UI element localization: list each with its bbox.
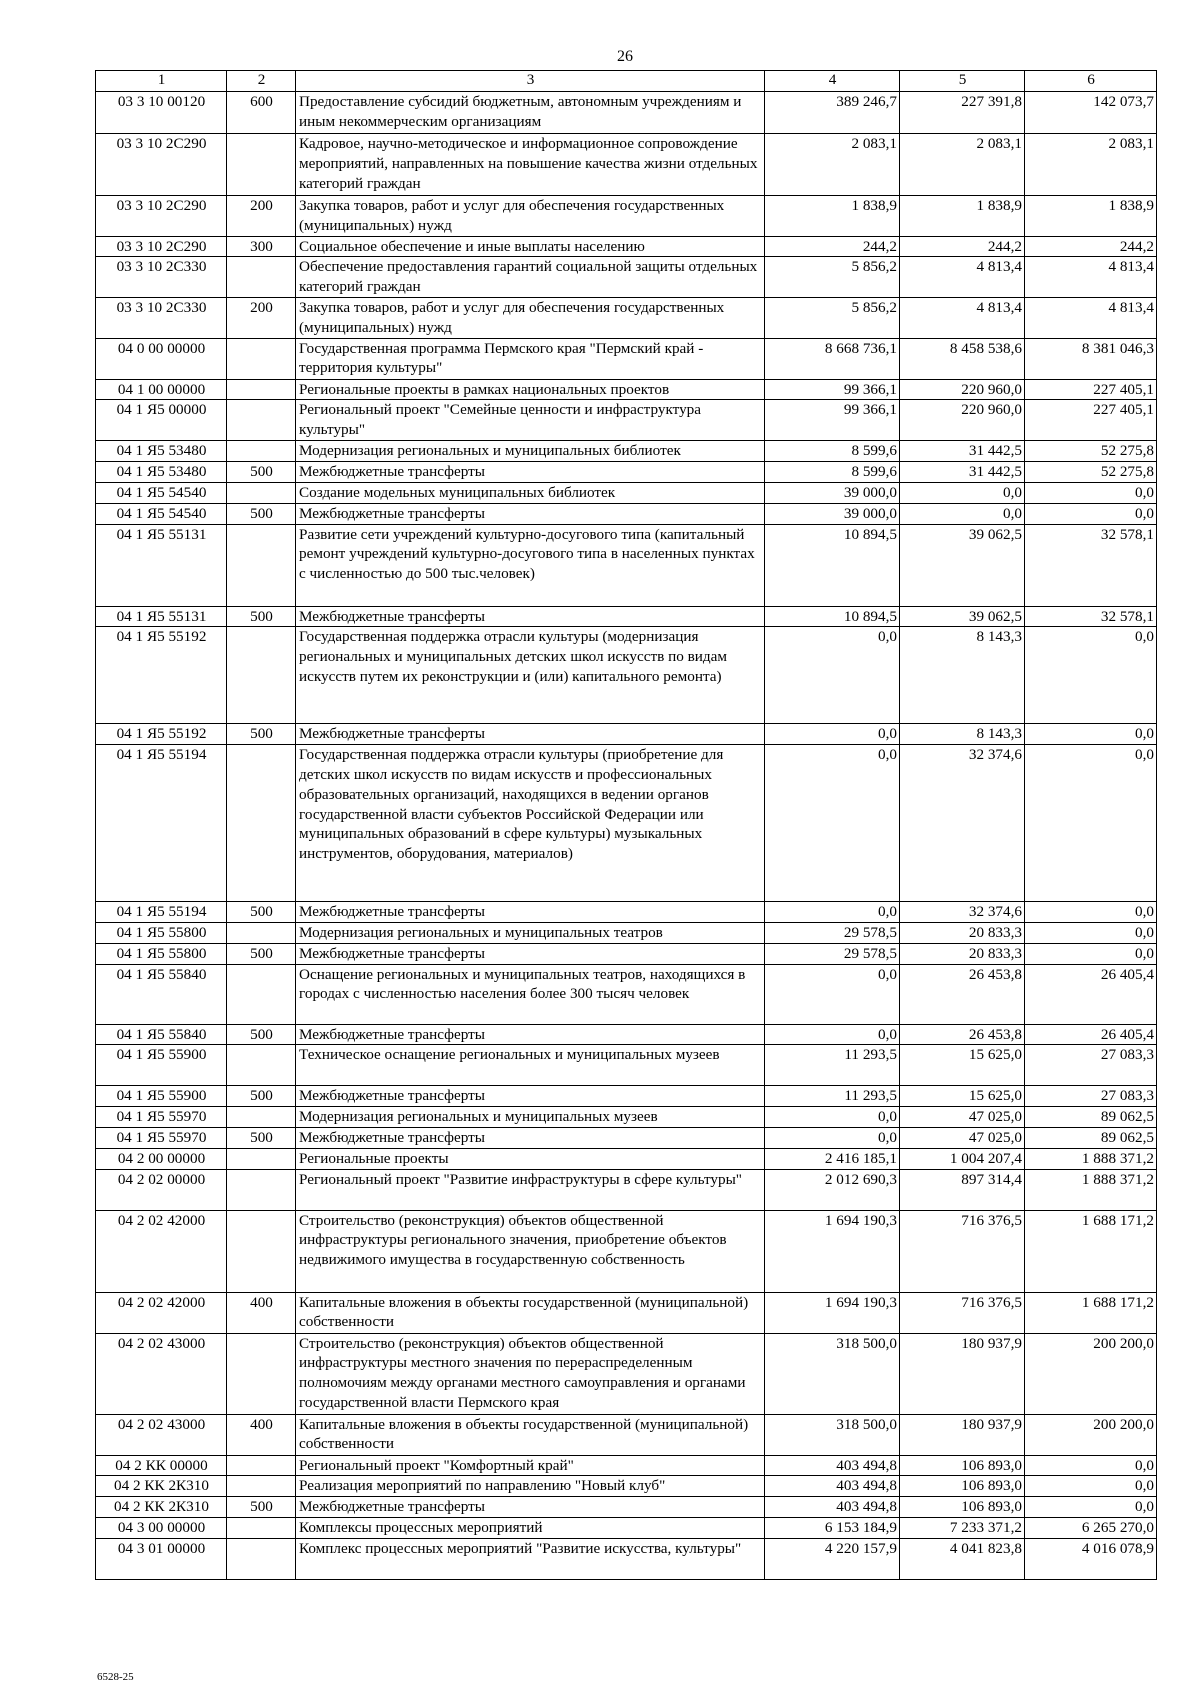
row-value-col4: 99 366,1 <box>765 400 900 441</box>
row-value-col5: 220 960,0 <box>900 379 1025 400</box>
row-code: 04 1 Я5 55900 <box>96 1086 227 1107</box>
column-header: 5 <box>900 71 1025 92</box>
row-value-col6: 1 888 371,2 <box>1025 1148 1157 1169</box>
row-value-col5: 47 025,0 <box>900 1107 1025 1128</box>
table-row <box>96 196 1157 237</box>
row-value-col6: 0,0 <box>1025 943 1157 964</box>
row-code: 04 1 Я5 55970 <box>96 1127 227 1148</box>
row-value-col4: 1 694 190,3 <box>765 1292 900 1333</box>
row-value-col5: 8 143,3 <box>900 627 1025 724</box>
row-expense-type <box>227 379 296 400</box>
table-row <box>96 1169 1157 1210</box>
table-row <box>96 1024 1157 1045</box>
row-value-col6: 244,2 <box>1025 236 1157 257</box>
row-code: 04 1 Я5 55192 <box>96 724 227 745</box>
row-value-col5: 32 374,6 <box>900 902 1025 923</box>
row-code: 04 1 Я5 55131 <box>96 606 227 627</box>
row-name: Региональный проект "Развитие инфраструктуры в сфере культуры" <box>296 1169 765 1210</box>
row-value-col5: 8 143,3 <box>900 724 1025 745</box>
row-name: Предоставление субсидий бюджетным, автономным учреждениям и иным некоммерческим организациям <box>296 92 765 134</box>
row-name: Государственная поддержка отрасли культуры (приобретение для детских школ искусств по видам искусств и профессиональных образовательных организаций, находящихся в ведении органов государственной власти субъектов Российской Федерации или муниципальных образований в сфере культуры) музыкальных инструментов, оборудования, материалов) <box>296 745 765 902</box>
row-expense-type <box>227 1107 296 1128</box>
table-row <box>96 724 1157 745</box>
row-name: Межбюджетные трансферты <box>296 1024 765 1045</box>
table-row <box>96 1476 1157 1497</box>
row-code: 04 1 Я5 53480 <box>96 462 227 483</box>
row-name: Межбюджетные трансферты <box>296 503 765 524</box>
row-expense-type: 500 <box>227 1127 296 1148</box>
row-value-col4: 99 366,1 <box>765 379 900 400</box>
row-value-col5: 31 442,5 <box>900 441 1025 462</box>
row-value-col4: 403 494,8 <box>765 1476 900 1497</box>
row-name: Строительство (реконструкция) объектов общественной инфраструктуры местного значения по перераспределенным полномочиям между органами местного самоуправления и органами государственной власти Пермского края <box>296 1333 765 1414</box>
row-name: Государственная поддержка отрасли культуры (модернизация региональных и муниципальных детских школ искусств по видам искусств путем их реконструкции и (или) капитального ремонта) <box>296 627 765 724</box>
column-header: 3 <box>296 71 765 92</box>
row-code: 04 2 02 42000 <box>96 1292 227 1333</box>
row-expense-type <box>227 134 296 196</box>
row-value-col4: 1 838,9 <box>765 196 900 237</box>
row-expense-type: 500 <box>227 1024 296 1045</box>
row-value-col6: 8 381 046,3 <box>1025 338 1157 379</box>
row-code: 04 1 Я5 55900 <box>96 1045 227 1086</box>
row-value-col5: 1 838,9 <box>900 196 1025 237</box>
row-name: Социальное обеспечение и иные выплаты населению <box>296 236 765 257</box>
row-value-col5: 8 458 538,6 <box>900 338 1025 379</box>
row-code: 04 1 Я5 55970 <box>96 1107 227 1128</box>
row-code: 04 3 00 00000 <box>96 1517 227 1538</box>
page-number: 26 <box>617 48 633 65</box>
table-row <box>96 236 1157 257</box>
table-row <box>96 379 1157 400</box>
row-value-col6: 4 813,4 <box>1025 257 1157 298</box>
row-name: Обеспечение предоставления гарантий социальной защиты отдельных категорий граждан <box>296 257 765 298</box>
row-value-col4: 1 694 190,3 <box>765 1210 900 1292</box>
row-name: Развитие сети учреждений культурно-досугового типа (капитальный ремонт учреждений культурно-досугового типа в населенных пунктах с численностью до 500 тыс.человек) <box>296 524 765 606</box>
row-code: 03 3 10 2С330 <box>96 297 227 338</box>
table-row <box>96 1148 1157 1169</box>
row-code: 04 1 Я5 55800 <box>96 943 227 964</box>
row-value-col4: 8 599,6 <box>765 441 900 462</box>
row-value-col6: 6 265 270,0 <box>1025 1517 1157 1538</box>
table-row <box>96 441 1157 462</box>
row-value-col5: 0,0 <box>900 503 1025 524</box>
row-value-col4: 4 220 157,9 <box>765 1538 900 1579</box>
table-row <box>96 1497 1157 1518</box>
row-value-col4: 318 500,0 <box>765 1333 900 1414</box>
row-expense-type <box>227 338 296 379</box>
row-value-col6: 2 083,1 <box>1025 134 1157 196</box>
row-code: 04 2 КК 00000 <box>96 1455 227 1476</box>
row-expense-type: 200 <box>227 297 296 338</box>
row-value-col6: 0,0 <box>1025 922 1157 943</box>
row-value-col4: 403 494,8 <box>765 1497 900 1518</box>
budget-table <box>95 70 1157 1580</box>
row-expense-type: 500 <box>227 943 296 964</box>
row-code: 04 1 00 00000 <box>96 379 227 400</box>
row-value-col4: 0,0 <box>765 627 900 724</box>
row-value-col6: 27 083,3 <box>1025 1045 1157 1086</box>
table-row <box>96 745 1157 902</box>
row-name: Межбюджетные трансферты <box>296 606 765 627</box>
row-value-col5: 26 453,8 <box>900 964 1025 1024</box>
row-code: 03 3 10 2С330 <box>96 257 227 298</box>
row-value-col5: 47 025,0 <box>900 1127 1025 1148</box>
row-value-col4: 0,0 <box>765 1107 900 1128</box>
row-value-col6: 227 405,1 <box>1025 400 1157 441</box>
row-code: 04 1 Я5 00000 <box>96 400 227 441</box>
row-value-col6: 1 688 171,2 <box>1025 1210 1157 1292</box>
row-expense-type: 400 <box>227 1292 296 1333</box>
table-row <box>96 922 1157 943</box>
row-value-col4: 29 578,5 <box>765 943 900 964</box>
table-row <box>96 1455 1157 1476</box>
row-code: 04 1 Я5 55800 <box>96 922 227 943</box>
row-expense-type <box>227 1045 296 1086</box>
column-header: 6 <box>1025 71 1157 92</box>
row-expense-type: 500 <box>227 462 296 483</box>
table-row <box>96 1292 1157 1333</box>
row-expense-type <box>227 1210 296 1292</box>
row-value-col6: 227 405,1 <box>1025 379 1157 400</box>
row-expense-type: 500 <box>227 724 296 745</box>
row-value-col5: 4 813,4 <box>900 257 1025 298</box>
table-row <box>96 1517 1157 1538</box>
table-row <box>96 338 1157 379</box>
row-code: 04 2 КК 2К310 <box>96 1476 227 1497</box>
row-value-col4: 403 494,8 <box>765 1455 900 1476</box>
table-row <box>96 1333 1157 1414</box>
row-code: 04 1 Я5 54540 <box>96 482 227 503</box>
row-name: Межбюджетные трансферты <box>296 462 765 483</box>
row-expense-type <box>227 482 296 503</box>
row-name: Капитальные вложения в объекты государственной (муниципальной) собственности <box>296 1414 765 1455</box>
row-value-col5: 20 833,3 <box>900 943 1025 964</box>
row-expense-type: 500 <box>227 1086 296 1107</box>
row-value-col5: 32 374,6 <box>900 745 1025 902</box>
row-value-col4: 39 000,0 <box>765 503 900 524</box>
row-value-col6: 0,0 <box>1025 627 1157 724</box>
row-value-col5: 31 442,5 <box>900 462 1025 483</box>
row-name: Межбюджетные трансферты <box>296 943 765 964</box>
row-value-col6: 32 578,1 <box>1025 524 1157 606</box>
row-value-col5: 39 062,5 <box>900 606 1025 627</box>
table-row <box>96 482 1157 503</box>
column-header: 1 <box>96 71 227 92</box>
row-value-col6: 89 062,5 <box>1025 1107 1157 1128</box>
table-row <box>96 400 1157 441</box>
row-name: Региональные проекты <box>296 1148 765 1169</box>
row-value-col4: 29 578,5 <box>765 922 900 943</box>
table-row <box>96 462 1157 483</box>
row-value-col4: 244,2 <box>765 236 900 257</box>
row-value-col5: 106 893,0 <box>900 1497 1025 1518</box>
row-value-col4: 0,0 <box>765 964 900 1024</box>
row-value-col4: 39 000,0 <box>765 482 900 503</box>
row-name: Строительство (реконструкция) объектов общественной инфраструктуры регионального значения, приобретение объектов недвижимого имущества в государственную собственность <box>296 1210 765 1292</box>
row-name: Закупка товаров, работ и услуг для обеспечения государственных (муниципальных) нужд <box>296 297 765 338</box>
row-name: Региональные проекты в рамках национальных проектов <box>296 379 765 400</box>
table-row <box>96 902 1157 923</box>
row-value-col5: 227 391,8 <box>900 92 1025 134</box>
row-expense-type <box>227 400 296 441</box>
row-expense-type: 500 <box>227 902 296 923</box>
table-row <box>96 1210 1157 1292</box>
row-code: 04 1 Я5 55131 <box>96 524 227 606</box>
row-value-col4: 2 416 185,1 <box>765 1148 900 1169</box>
row-value-col4: 0,0 <box>765 724 900 745</box>
row-name: Оснащение региональных и муниципальных театров, находящихся в городах с численностью населения более 300 тысяч человек <box>296 964 765 1024</box>
row-value-col5: 897 314,4 <box>900 1169 1025 1210</box>
row-code: 04 1 Я5 55840 <box>96 1024 227 1045</box>
document-code: 6528-25 <box>97 1671 134 1683</box>
table-row <box>96 297 1157 338</box>
row-value-col4: 11 293,5 <box>765 1086 900 1107</box>
row-expense-type: 500 <box>227 503 296 524</box>
row-value-col5: 1 004 207,4 <box>900 1148 1025 1169</box>
row-value-col4: 0,0 <box>765 1024 900 1045</box>
table-row <box>96 964 1157 1024</box>
row-value-col6: 26 405,4 <box>1025 964 1157 1024</box>
row-code: 04 1 Я5 54540 <box>96 503 227 524</box>
row-value-col4: 0,0 <box>765 745 900 902</box>
row-expense-type <box>227 524 296 606</box>
row-value-col6: 89 062,5 <box>1025 1127 1157 1148</box>
row-value-col6: 0,0 <box>1025 1497 1157 1518</box>
row-expense-type <box>227 627 296 724</box>
row-expense-type <box>227 964 296 1024</box>
table-row <box>96 134 1157 196</box>
row-expense-type <box>227 1169 296 1210</box>
row-code: 04 2 02 42000 <box>96 1210 227 1292</box>
row-value-col5: 20 833,3 <box>900 922 1025 943</box>
row-name: Модернизация региональных и муниципальных музеев <box>296 1107 765 1128</box>
row-value-col6: 52 275,8 <box>1025 441 1157 462</box>
row-value-col5: 39 062,5 <box>900 524 1025 606</box>
row-value-col6: 26 405,4 <box>1025 1024 1157 1045</box>
row-value-col4: 8 599,6 <box>765 462 900 483</box>
row-value-col4: 10 894,5 <box>765 524 900 606</box>
row-value-col6: 142 073,7 <box>1025 92 1157 134</box>
table-row <box>96 1045 1157 1086</box>
table-row <box>96 943 1157 964</box>
row-value-col6: 27 083,3 <box>1025 1086 1157 1107</box>
row-expense-type: 200 <box>227 196 296 237</box>
row-value-col4: 0,0 <box>765 1127 900 1148</box>
row-expense-type: 300 <box>227 236 296 257</box>
row-value-col6: 0,0 <box>1025 1455 1157 1476</box>
row-code: 04 1 Я5 55840 <box>96 964 227 1024</box>
row-expense-type: 400 <box>227 1414 296 1455</box>
row-value-col5: 4 041 823,8 <box>900 1538 1025 1579</box>
row-code: 04 2 02 00000 <box>96 1169 227 1210</box>
row-name: Комплекс процессных мероприятий "Развитие искусства, культуры" <box>296 1538 765 1579</box>
row-name: Кадровое, научно-методическое и информационное сопровождение мероприятий, направленных на повышение качества жизни отдельных категорий граждан <box>296 134 765 196</box>
row-value-col4: 0,0 <box>765 902 900 923</box>
row-expense-type <box>227 745 296 902</box>
row-value-col6: 0,0 <box>1025 724 1157 745</box>
row-code: 04 1 Я5 55194 <box>96 902 227 923</box>
row-value-col6: 0,0 <box>1025 745 1157 902</box>
row-code: 04 2 КК 2К310 <box>96 1497 227 1518</box>
row-expense-type: 600 <box>227 92 296 134</box>
row-value-col5: 26 453,8 <box>900 1024 1025 1045</box>
row-value-col5: 244,2 <box>900 236 1025 257</box>
row-expense-type <box>227 1333 296 1414</box>
row-expense-type <box>227 1148 296 1169</box>
row-name: Региональный проект "Семейные ценности и инфраструктура культуры" <box>296 400 765 441</box>
row-code: 04 3 01 00000 <box>96 1538 227 1579</box>
row-value-col5: 15 625,0 <box>900 1045 1025 1086</box>
row-value-col4: 10 894,5 <box>765 606 900 627</box>
row-code: 04 1 Я5 55192 <box>96 627 227 724</box>
row-value-col5: 15 625,0 <box>900 1086 1025 1107</box>
table-row <box>96 503 1157 524</box>
row-value-col5: 220 960,0 <box>900 400 1025 441</box>
row-name: Государственная программа Пермского края "Пермский край - территория культуры" <box>296 338 765 379</box>
row-name: Межбюджетные трансферты <box>296 1497 765 1518</box>
table-row <box>96 92 1157 134</box>
table-row <box>96 627 1157 724</box>
row-code: 04 2 02 43000 <box>96 1414 227 1455</box>
row-name: Региональный проект "Комфортный край" <box>296 1455 765 1476</box>
row-value-col5: 716 376,5 <box>900 1210 1025 1292</box>
row-code: 03 3 10 2С290 <box>96 236 227 257</box>
row-value-col5: 180 937,9 <box>900 1414 1025 1455</box>
row-value-col6: 0,0 <box>1025 503 1157 524</box>
row-expense-type <box>227 1476 296 1497</box>
row-name: Межбюджетные трансферты <box>296 1127 765 1148</box>
row-code: 04 0 00 00000 <box>96 338 227 379</box>
row-value-col5: 0,0 <box>900 482 1025 503</box>
row-name: Модернизация региональных и муниципальных театров <box>296 922 765 943</box>
table-row <box>96 1538 1157 1579</box>
row-value-col5: 106 893,0 <box>900 1455 1025 1476</box>
row-name: Капитальные вложения в объекты государственной (муниципальной) собственности <box>296 1292 765 1333</box>
row-expense-type <box>227 1517 296 1538</box>
row-code: 04 2 00 00000 <box>96 1148 227 1169</box>
row-value-col4: 389 246,7 <box>765 92 900 134</box>
table-row <box>96 257 1157 298</box>
row-value-col6: 200 200,0 <box>1025 1333 1157 1414</box>
row-value-col4: 2 083,1 <box>765 134 900 196</box>
column-header: 4 <box>765 71 900 92</box>
table-header-row <box>96 71 1157 92</box>
row-value-col4: 5 856,2 <box>765 297 900 338</box>
row-expense-type: 500 <box>227 606 296 627</box>
table-row <box>96 1414 1157 1455</box>
row-value-col4: 318 500,0 <box>765 1414 900 1455</box>
row-value-col6: 4 016 078,9 <box>1025 1538 1157 1579</box>
row-code: 04 1 Я5 55194 <box>96 745 227 902</box>
row-code: 04 1 Я5 53480 <box>96 441 227 462</box>
row-value-col6: 1 838,9 <box>1025 196 1157 237</box>
row-value-col5: 7 233 371,2 <box>900 1517 1025 1538</box>
table-row <box>96 1107 1157 1128</box>
row-name: Модернизация региональных и муниципальных библиотек <box>296 441 765 462</box>
table-row <box>96 524 1157 606</box>
row-value-col6: 32 578,1 <box>1025 606 1157 627</box>
table-row <box>96 606 1157 627</box>
row-value-col5: 180 937,9 <box>900 1333 1025 1414</box>
row-name: Реализация мероприятий по направлению "Новый клуб" <box>296 1476 765 1497</box>
row-value-col6: 200 200,0 <box>1025 1414 1157 1455</box>
row-value-col4: 11 293,5 <box>765 1045 900 1086</box>
table-row <box>96 1086 1157 1107</box>
row-value-col4: 2 012 690,3 <box>765 1169 900 1210</box>
row-value-col6: 4 813,4 <box>1025 297 1157 338</box>
row-value-col5: 716 376,5 <box>900 1292 1025 1333</box>
row-name: Межбюджетные трансферты <box>296 902 765 923</box>
row-name: Межбюджетные трансферты <box>296 724 765 745</box>
row-expense-type <box>227 441 296 462</box>
row-value-col5: 4 813,4 <box>900 297 1025 338</box>
row-value-col6: 1 888 371,2 <box>1025 1169 1157 1210</box>
row-expense-type <box>227 1538 296 1579</box>
row-value-col4: 6 153 184,9 <box>765 1517 900 1538</box>
row-value-col6: 52 275,8 <box>1025 462 1157 483</box>
row-value-col4: 5 856,2 <box>765 257 900 298</box>
row-code: 03 3 10 2С290 <box>96 134 227 196</box>
row-value-col6: 0,0 <box>1025 1476 1157 1497</box>
row-expense-type <box>227 257 296 298</box>
row-value-col5: 2 083,1 <box>900 134 1025 196</box>
row-expense-type <box>227 1455 296 1476</box>
row-value-col6: 0,0 <box>1025 902 1157 923</box>
table-row <box>96 1127 1157 1148</box>
column-header: 2 <box>227 71 296 92</box>
row-expense-type: 500 <box>227 1497 296 1518</box>
row-value-col4: 8 668 736,1 <box>765 338 900 379</box>
row-name: Комплексы процессных мероприятий <box>296 1517 765 1538</box>
row-name: Межбюджетные трансферты <box>296 1086 765 1107</box>
row-expense-type <box>227 922 296 943</box>
row-value-col5: 106 893,0 <box>900 1476 1025 1497</box>
row-value-col6: 0,0 <box>1025 482 1157 503</box>
row-name: Закупка товаров, работ и услуг для обеспечения государственных (муниципальных) нужд <box>296 196 765 237</box>
row-code: 03 3 10 2С290 <box>96 196 227 237</box>
row-code: 03 3 10 00120 <box>96 92 227 134</box>
row-code: 04 2 02 43000 <box>96 1333 227 1414</box>
row-name: Создание модельных муниципальных библиотек <box>296 482 765 503</box>
row-value-col6: 1 688 171,2 <box>1025 1292 1157 1333</box>
row-name: Техническое оснащение региональных и муниципальных музеев <box>296 1045 765 1086</box>
